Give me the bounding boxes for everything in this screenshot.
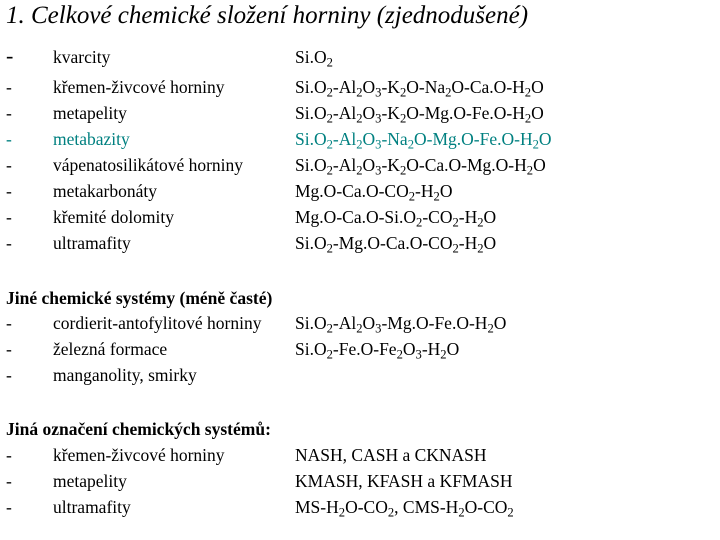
chemical-system: $Si.O_2-Al_2O_3-Na_2O-Mg.O-Fe.O-H_2O$ bbox=[295, 129, 552, 152]
rock-name: ultramafity bbox=[53, 233, 131, 253]
chemical-system: $Si.O_2-Mg.O-Ca.O-CO_2-H_2O$ bbox=[295, 233, 497, 256]
chemical-system: $Mg.O-Ca.O-CO_2-H_2O$ bbox=[295, 181, 453, 204]
system-abbreviation: NASH, CASH a CKNASH bbox=[295, 445, 487, 465]
rock-name: křemen-živcové horniny bbox=[53, 445, 225, 465]
chemical-system: $Si.O_2-Al_2O_3-K_2O-Mg.O-Fe.O-H_2O$ bbox=[295, 103, 544, 126]
chemical-system: $Si.O_2-Al_2O_3-Mg.O-Fe.O-H_2O$ bbox=[295, 313, 507, 336]
chemical-system: $Si.O_2-Al_2O_3-K_2O-Ca.O-Mg.O-H_2O$ bbox=[295, 155, 546, 178]
section-heading-other-systems: Jiné chemické systémy (méně časté) bbox=[6, 288, 273, 308]
rock-name: cordierit-antofylitové horniny bbox=[53, 313, 262, 333]
list-dash: - bbox=[6, 497, 12, 517]
chemical-system: $Si.O_2-Fe.O-Fe_2O_3-H_2O$ bbox=[295, 339, 460, 362]
rock-name: ultramafity bbox=[53, 497, 131, 517]
list-dash: - bbox=[6, 77, 12, 97]
chemical-system: $Si.O_2-Al_2O_3-K_2O-Na_2O-Ca.O-H_2O$ bbox=[295, 77, 544, 100]
system-abbreviation: KMASH, KFASH a KFMASH bbox=[295, 471, 513, 491]
list-dash: - bbox=[6, 471, 12, 491]
list-dash: - bbox=[6, 43, 14, 68]
section-heading-system-abbreviations: Jiná označení chemických systémů: bbox=[6, 419, 271, 439]
rock-name: železná formace bbox=[53, 339, 168, 359]
chemical-system: $Mg.O-Ca.O-Si.O_2-CO_2-H_2O$ bbox=[295, 207, 497, 230]
rock-name: metapelity bbox=[53, 103, 127, 123]
list-dash: - bbox=[6, 181, 12, 201]
rock-name: křemen-živcové horniny bbox=[53, 77, 225, 97]
list-dash: - bbox=[6, 365, 12, 385]
list-dash: - bbox=[6, 103, 12, 123]
rock-name: metapelity bbox=[53, 471, 127, 491]
rock-name: manganolity, smirky bbox=[53, 365, 197, 385]
list-dash: - bbox=[6, 155, 12, 175]
list-dash: - bbox=[6, 339, 12, 359]
rock-name: metabazity bbox=[53, 129, 130, 149]
rock-name: křemité dolomity bbox=[53, 207, 175, 227]
list-dash: - bbox=[6, 445, 12, 465]
page-title: 1. Celkové chemické složení horniny (zjednodušené) bbox=[6, 2, 529, 29]
rock-name: kvarcity bbox=[53, 47, 111, 67]
system-abbreviation: $MS-H_2O-CO_2$, CMS-$H_2O-CO_2$ bbox=[295, 497, 514, 520]
list-dash: - bbox=[6, 313, 12, 333]
chemical-system: $Si.O_2$ bbox=[295, 47, 333, 70]
list-dash: - bbox=[6, 129, 12, 149]
list-dash: - bbox=[6, 233, 12, 253]
list-dash: - bbox=[6, 207, 12, 227]
rock-name: metakarbonáty bbox=[53, 181, 157, 201]
rock-name: vápenatosilikátové horniny bbox=[53, 155, 244, 175]
